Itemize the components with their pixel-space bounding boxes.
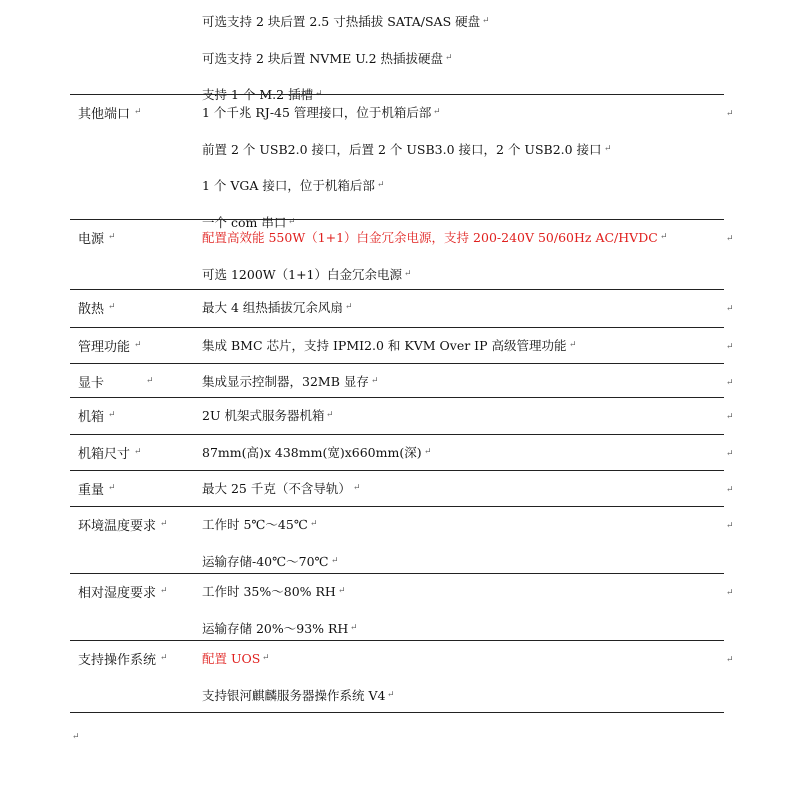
row-value: 支持银河麒麟服务器操作系统 V4 — [202, 687, 386, 703]
row-value: 1 个千兆 RJ-45 管理接口，位于机箱后部 — [202, 105, 432, 120]
row-value: 集成 BMC 芯片，支持 IPMI2.0 和 KVM Over IP 高级管理功能 — [202, 338, 567, 353]
cell-end-mark: ↵ — [726, 521, 734, 531]
paragraph-mark: ↵ — [134, 340, 142, 350]
paragraph-mark: ↵ — [350, 622, 358, 633]
paragraph-mark: ↵ — [108, 410, 116, 420]
paragraph-mark: ↵ — [146, 376, 154, 386]
row-label: 支持操作系统 — [78, 653, 157, 668]
row-value: 工作时 35%～80% RH — [202, 584, 336, 599]
row-value: 工作时 5℃～45℃ — [202, 517, 308, 532]
paragraph-mark: ↵ — [262, 653, 270, 663]
row-divider — [70, 506, 724, 507]
paragraph-mark: ↵ — [108, 483, 116, 493]
paragraph-mark: ↵ — [338, 586, 346, 596]
row-value: 可选支持 2 块后置 NVME U.2 热插拔硬盘 — [202, 50, 444, 66]
paragraph-mark: ↵ — [108, 232, 116, 242]
paragraph-mark: ↵ — [660, 232, 668, 242]
row-divider — [70, 327, 724, 328]
paragraph-mark: ↵ — [108, 302, 116, 312]
row-label: 管理功能 — [78, 340, 131, 355]
cell-end-mark: ↵ — [726, 378, 734, 388]
paragraph-mark: ↵ — [160, 653, 168, 663]
row-value: 最大 4 组热插拔冗余风扇 — [202, 300, 343, 315]
paragraph-mark: ↵ — [424, 447, 432, 457]
row-value: 配置 UOS — [202, 651, 261, 666]
row-label: 环境温度要求 — [78, 519, 157, 534]
cell-end-mark: ↵ — [726, 655, 734, 665]
paragraph-mark: ↵ — [345, 302, 353, 312]
row-value: 可选支持 2 块后置 2.5 寸热插拔 SATA/SAS 硬盘 — [202, 14, 481, 29]
cell-end-mark: ↵ — [726, 342, 734, 352]
paragraph-mark: ↵ — [310, 519, 318, 529]
row-value: 87mm(高)x 438mm(宽)x660mm(深) — [202, 445, 422, 460]
row-value: 运输存储-40℃～70℃ — [202, 553, 329, 569]
row-divider — [70, 434, 724, 435]
row-value: 运输存储 20%～93% RH — [202, 620, 349, 636]
cell-end-mark: ↵ — [726, 485, 734, 495]
row-divider — [70, 470, 724, 471]
paragraph-mark: ↵ — [377, 180, 385, 190]
row-value: 2U 机架式服务器机箱 — [202, 408, 325, 423]
paragraph-mark: ↵ — [326, 410, 334, 420]
paragraph-mark: ↵ — [134, 107, 142, 117]
row-value: 集成显示控制器，32MB 显存 — [202, 374, 369, 389]
cell-end-mark: ↵ — [726, 449, 734, 459]
row-label: 相对湿度要求 — [78, 586, 157, 601]
row-divider — [70, 397, 724, 398]
paragraph-mark: ↵ — [288, 216, 296, 227]
row-label: 机箱 — [78, 410, 105, 425]
table-bottom-border — [70, 712, 724, 713]
paragraph-mark: ↵ — [371, 376, 379, 386]
row-label: 散热 — [78, 302, 105, 317]
row-divider — [70, 94, 724, 95]
cell-end-mark: ↵ — [726, 304, 734, 314]
row-divider — [70, 363, 724, 364]
row-divider — [70, 219, 724, 220]
paragraph-mark: ↵ — [315, 89, 323, 99]
cell-end-mark: ↵ — [726, 588, 734, 598]
paragraph-mark: ↵ — [387, 689, 395, 700]
row-value: 前置 2 个 USB2.0 接口，后置 2 个 USB3.0 接口，2 个 USB2.0 接口 — [202, 141, 602, 157]
row-divider — [70, 289, 724, 290]
row-value: 支持 1 个 M.2 插槽 — [202, 87, 314, 102]
row-label: 显卡 — [78, 376, 105, 391]
paragraph-mark: ↵ — [404, 268, 412, 279]
row-value: 配置高效能 550W（1+1）白金冗余电源，支持 200-240V 50/60Hz AC/HVDC — [202, 230, 658, 245]
row-divider — [70, 640, 724, 641]
paragraph-mark: ↵ — [134, 447, 142, 457]
paragraph-mark: ↵ — [433, 107, 441, 117]
row-value: 可选 1200W（1+1）白金冗余电源 — [202, 266, 403, 282]
row-label: 电源 — [78, 232, 105, 247]
paragraph-mark: ↵ — [72, 732, 80, 742]
paragraph-mark: ↵ — [482, 16, 490, 26]
cell-end-mark: ↵ — [726, 109, 734, 119]
paragraph-mark: ↵ — [353, 483, 361, 493]
row-value: 1 个 VGA 接口，位于机箱后部 — [202, 178, 375, 193]
paragraph-mark: ↵ — [569, 340, 577, 350]
row-value: 最大 25 千克（不含导轨） — [202, 481, 351, 496]
row-divider — [70, 573, 724, 574]
paragraph-mark: ↵ — [331, 555, 339, 566]
row-label: 机箱尺寸 — [78, 447, 131, 462]
paragraph-mark: ↵ — [604, 143, 612, 154]
paragraph-mark: ↵ — [160, 519, 168, 529]
row-value: 一个 com 串口 — [202, 214, 287, 230]
row-label: 其他端口 — [78, 107, 131, 122]
paragraph-mark: ↵ — [160, 586, 168, 596]
cell-end-mark: ↵ — [726, 234, 734, 244]
cell-end-mark: ↵ — [726, 412, 734, 422]
row-label: 重量 — [78, 483, 105, 498]
paragraph-mark: ↵ — [445, 52, 453, 63]
